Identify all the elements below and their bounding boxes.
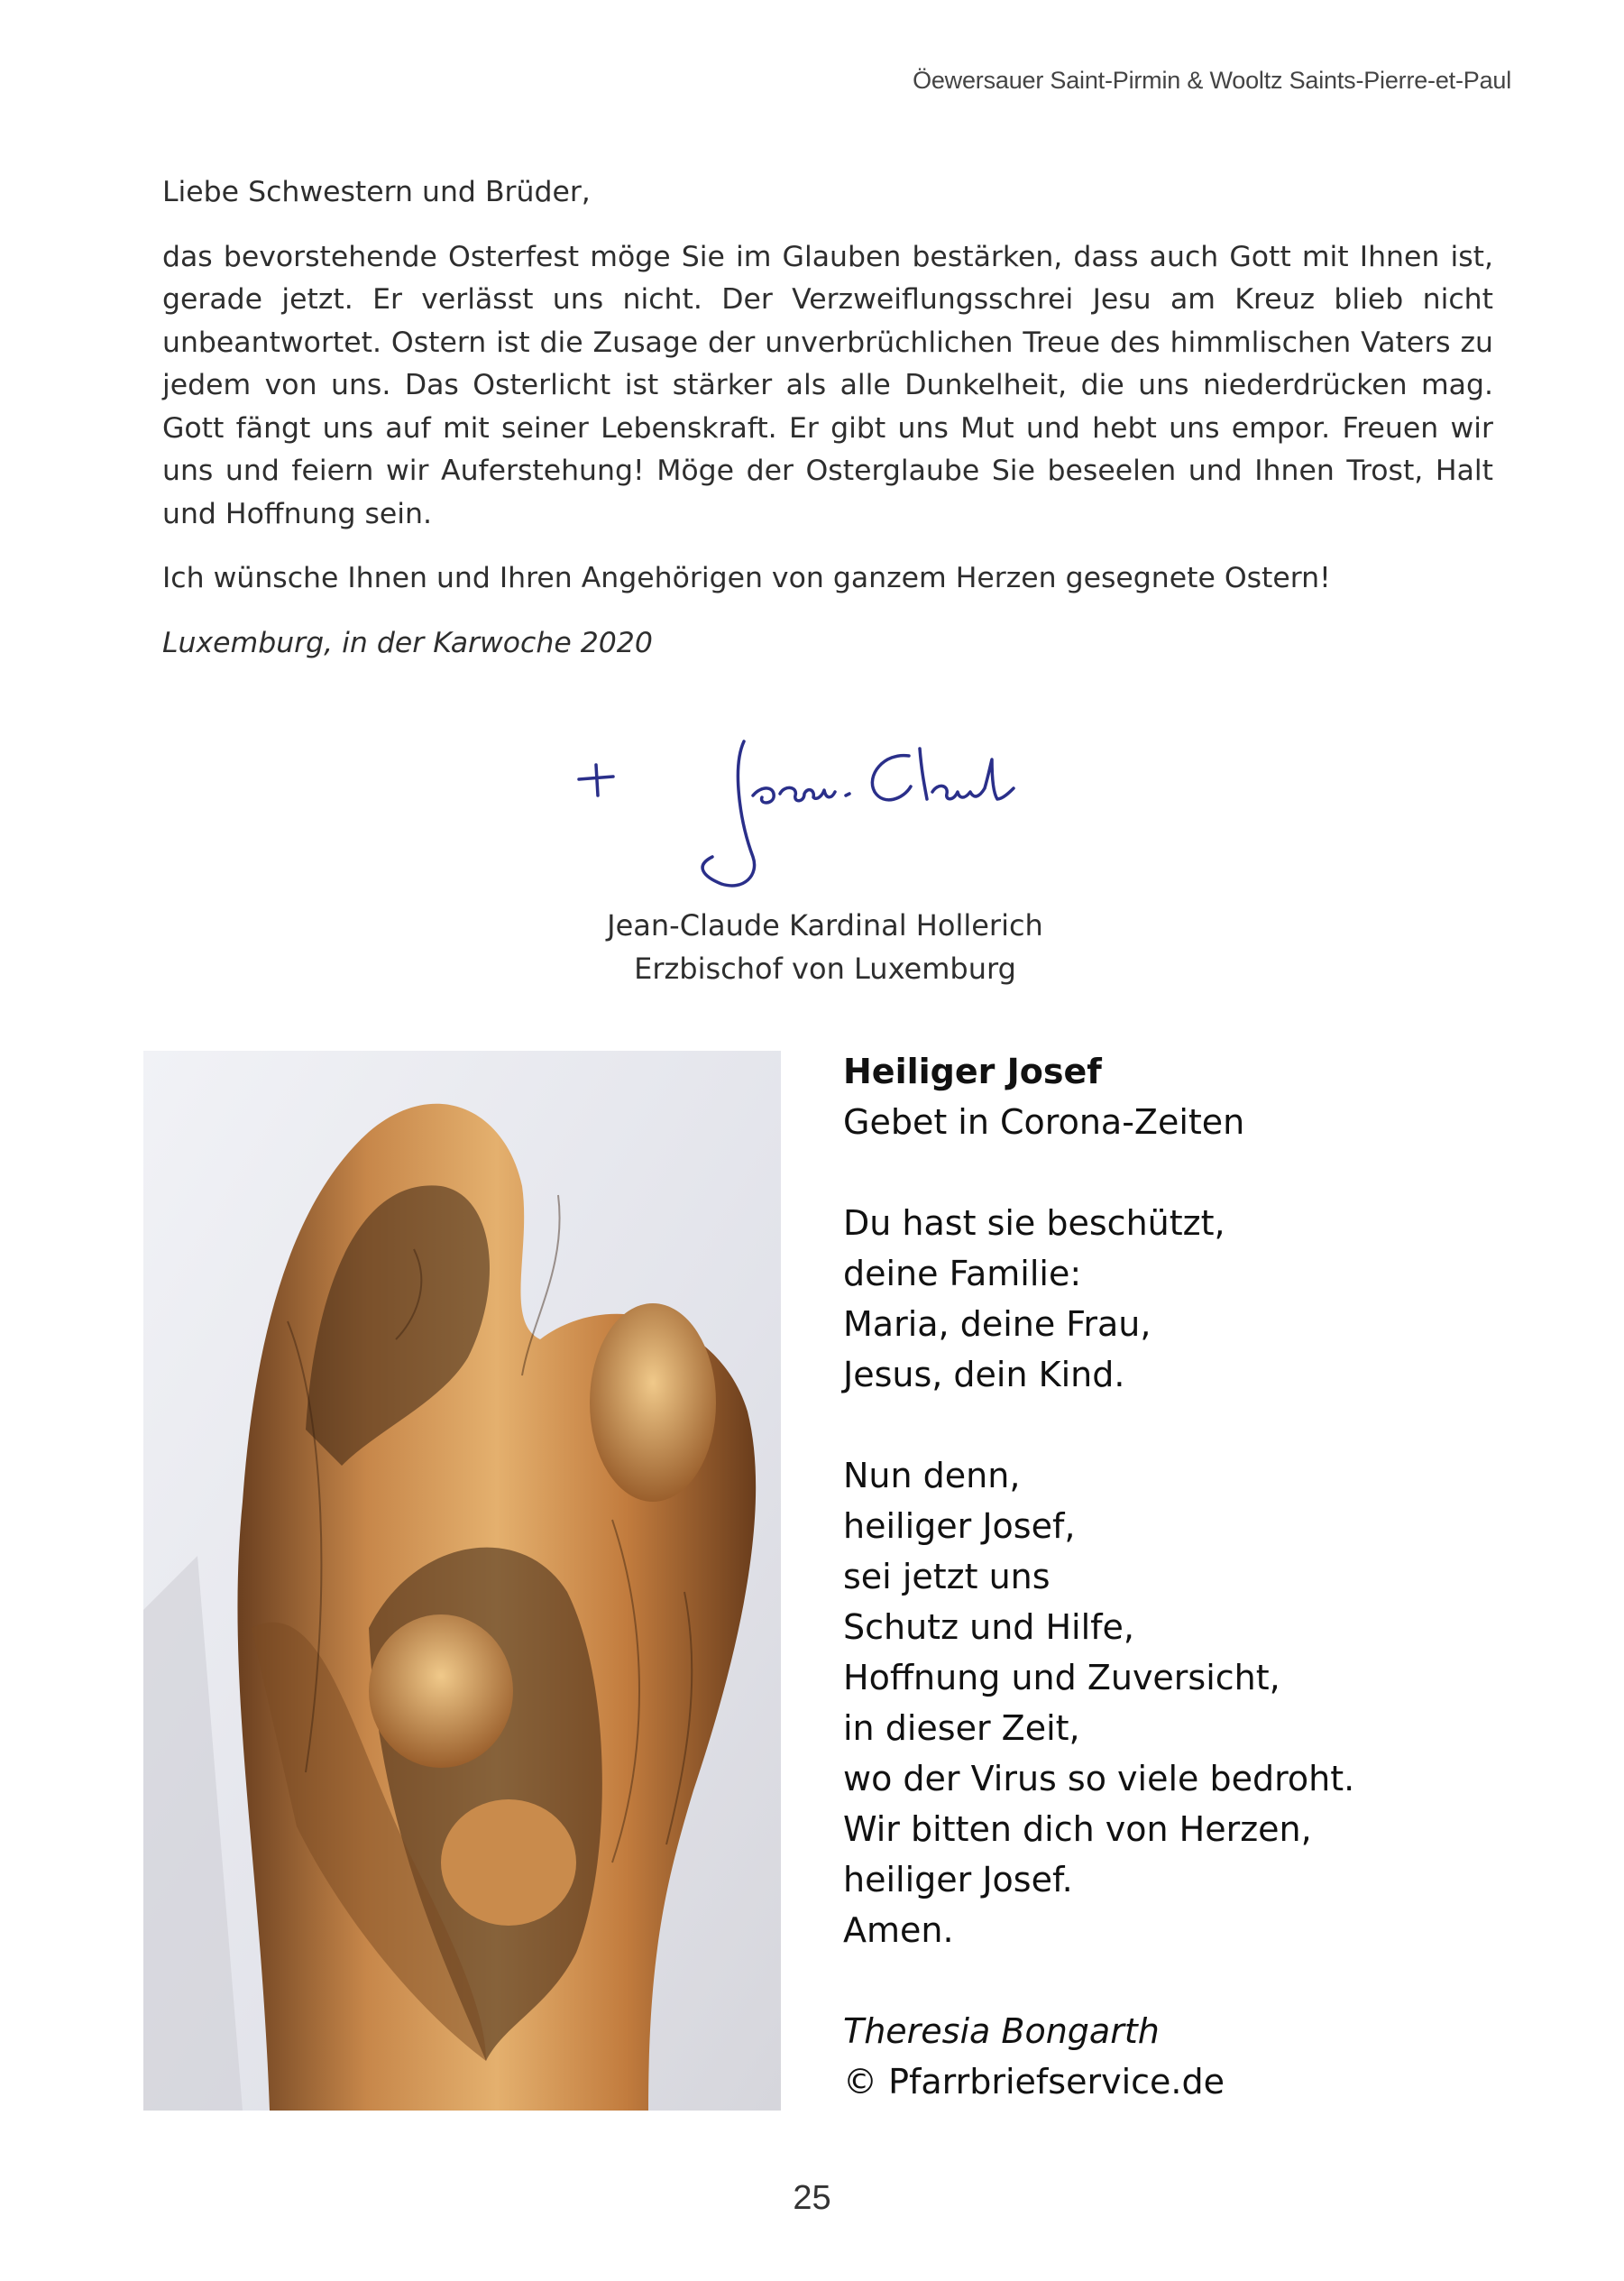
poem-line: Maria, deine Frau, — [843, 1304, 1151, 1344]
poem-line: Jesus, dein Kind. — [843, 1355, 1125, 1394]
poem-line: Wir bitten dich von Herzen, — [843, 1809, 1312, 1849]
poem-line: Schutz und Hilfe, — [843, 1607, 1134, 1647]
signer-role: Erzbischof von Luxemburg — [634, 952, 1016, 986]
poem-line: deine Familie: — [843, 1254, 1082, 1293]
poem-line: wo der Virus so viele bedroht. — [843, 1759, 1355, 1798]
poem-line: Nun denn, — [843, 1456, 1021, 1495]
letter-greeting: Liebe Schwestern und Brüder, — [162, 176, 591, 208]
handwritten-signature — [568, 740, 1091, 902]
poem-author: Theresia Bongarth — [843, 2011, 1160, 2051]
sculpture-photo — [143, 1051, 781, 2111]
prayer-poem — [843, 1046, 1528, 2107]
poem-line: heiliger Josef. — [843, 1860, 1073, 1899]
signer-name: Jean-Claude Kardinal Hollerich — [607, 908, 1043, 943]
poem-line: Hoffnung und Zuversicht, — [843, 1658, 1280, 1697]
poem-subtitle: Gebet in Corona-Zeiten — [843, 1102, 1245, 1142]
poem-line: heiliger Josef, — [843, 1506, 1076, 1546]
poem-copyright: © Pfarrbriefservice.de — [843, 2062, 1225, 2102]
letter-place-date: Luxemburg, in der Karwoche 2020 — [162, 626, 653, 659]
letter-wish: Ich wünsche Ihnen und Ihren Angehörigen von ganzem Herzen gesegnete Ostern! — [162, 562, 1331, 594]
sculpture-image — [143, 1051, 781, 2111]
poem-line: Du hast sie beschützt, — [843, 1203, 1225, 1243]
letter — [162, 171, 1493, 686]
poem-line: sei jetzt uns — [843, 1557, 1051, 1596]
poem-line: in dieser Zeit, — [843, 1708, 1080, 1748]
page-number: 25 — [793, 2179, 831, 2217]
poem-line: Amen. — [843, 1910, 954, 1950]
running-header: Öewersauer Saint-Pirmin & Wooltz Saints-Pierre-et-Paul — [913, 67, 1511, 94]
poem-title: Heiliger Josef — [843, 1052, 1102, 1091]
letter-body: das bevorstehende Osterfest möge Sie im Glauben bestärken, dass auch Gott mit Ihnen ist, gerade jetzt. Er verlässt uns nicht. Der Verzweiflungsschrei Jesu am Kreuz blieb nicht unbeantwortet. Ostern ist die Zusage der unverbrüchlichen Treue des himmlischen Vaters zu jedem von uns. Das Osterlicht ist stärker als alle Dunkelheit, die uns niederdrücken mag. Gott fängt uns auf mit seiner Lebenskraft. Er gibt uns Mut und hebt uns empor. Freuen wir uns und feiern wir Auferstehung! Möge der Osterglaube Sie beseelen und Ihnen Trost, Halt und Hoffnung sein. — [162, 240, 1493, 530]
